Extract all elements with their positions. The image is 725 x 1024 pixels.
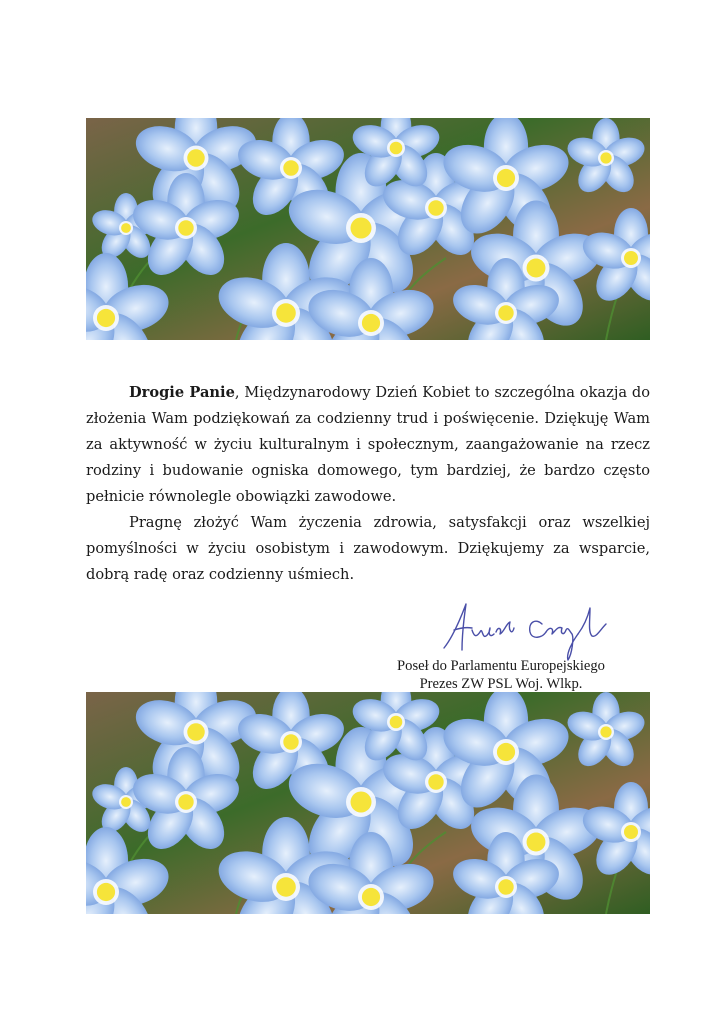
flower-image-top xyxy=(86,118,650,340)
sender-position: Prezes ZW PSL Woj. Wlkp. xyxy=(419,676,583,692)
signature xyxy=(438,598,628,664)
flower-photo-bottom xyxy=(86,692,650,914)
sender-title: Poseł do Parlamentu Europejskiego xyxy=(397,658,605,674)
flower-image-bottom xyxy=(86,692,650,914)
letter-paragraph-1-text: , Międzynarodowy Dzień Kobiet to szczególna okazja do złożenia Wam podziękowań za codzienny trud i poświęcenie. Dziękuję Wam za aktywność w życiu kulturalnym i społecznym, zaangażowanie na rzecz rodziny i budowanie ogniska domowego, tym bardziej, że bardzo często pełnicie równolegle obowiązki zawodowe. xyxy=(86,384,650,505)
letter-paragraph-1 xyxy=(86,380,650,510)
letter-paragraph-2: Pragnę złożyć Wam życzenia zdrowia, satysfakcji oraz wszelkiej pomyślności w życiu osobistym i zawodowym. Dziękujemy za wsparcie, dobrą radę oraz codzienny uśmiech. xyxy=(86,514,650,583)
signature-image xyxy=(438,598,628,664)
flower-photo-top xyxy=(86,118,650,340)
sender-block xyxy=(351,657,651,693)
letter-body xyxy=(86,380,650,588)
letter-greeting: Drogie Panie xyxy=(129,384,235,401)
